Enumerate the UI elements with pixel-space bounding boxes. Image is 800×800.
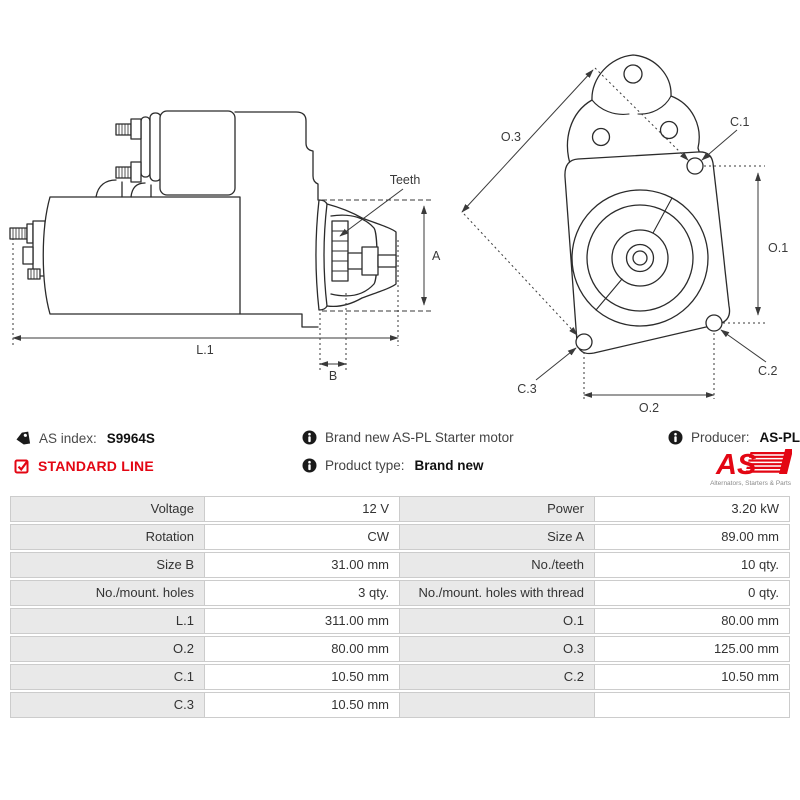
table-row bbox=[10, 496, 790, 522]
spec-label: O.1 bbox=[400, 608, 595, 634]
producer-value: AS-PL bbox=[759, 430, 800, 445]
spec-value: 10.50 mm bbox=[205, 692, 400, 718]
side-view-drawing bbox=[10, 111, 396, 327]
label-l1: L.1 bbox=[196, 343, 214, 357]
info-icon bbox=[302, 458, 317, 473]
label-c1: C.1 bbox=[730, 115, 750, 129]
product-type-row bbox=[302, 458, 484, 473]
table-row bbox=[10, 636, 790, 662]
logo-text: AS bbox=[716, 449, 757, 481]
label-o1: O.1 bbox=[768, 241, 789, 255]
spec-value: CW bbox=[205, 524, 400, 550]
table-row bbox=[10, 580, 790, 606]
as-index-value: S9964S bbox=[106, 431, 155, 446]
standard-line-badge: STANDARD LINE bbox=[38, 458, 154, 474]
spec-value: 311.00 mm bbox=[205, 608, 400, 634]
table-row bbox=[10, 608, 790, 634]
label-c2: C.2 bbox=[758, 364, 778, 378]
logo-tagline: Alternators, Starters & Parts bbox=[710, 480, 791, 487]
spec-value bbox=[595, 692, 790, 718]
spec-label: O.3 bbox=[400, 636, 595, 662]
spec-value: 10.50 mm bbox=[595, 664, 790, 690]
spec-value: 10 qty. bbox=[595, 552, 790, 578]
as-index-label: AS index: bbox=[39, 431, 97, 446]
checkbox-checked-icon bbox=[14, 458, 30, 474]
spec-value: 0 qty. bbox=[595, 580, 790, 606]
table-row bbox=[10, 692, 790, 718]
spec-value: 3.20 kW bbox=[595, 496, 790, 522]
product-line-row bbox=[14, 458, 154, 474]
spec-table bbox=[10, 494, 790, 720]
spec-label: C.1 bbox=[10, 664, 205, 690]
spec-label: Rotation bbox=[10, 524, 205, 550]
front-view-drawing bbox=[565, 55, 730, 354]
spec-label: C.3 bbox=[10, 692, 205, 718]
label-b: B bbox=[328, 369, 338, 383]
table-row bbox=[10, 524, 790, 550]
spec-label: No./mount. holes bbox=[10, 580, 205, 606]
spec-label: Power bbox=[400, 496, 595, 522]
spec-value: 31.00 mm bbox=[205, 552, 400, 578]
label-c3: C.3 bbox=[517, 382, 537, 396]
spec-label: Voltage bbox=[10, 496, 205, 522]
spec-label: No./mount. holes with thread bbox=[400, 580, 595, 606]
description-row bbox=[302, 430, 514, 445]
label-teeth: Teeth bbox=[389, 173, 421, 187]
as-pl-logo bbox=[698, 446, 792, 495]
info-icon bbox=[302, 430, 317, 445]
spec-label: C.2 bbox=[400, 664, 595, 690]
spec-label: Size B bbox=[10, 552, 205, 578]
product-type-value: Brand new bbox=[414, 458, 484, 473]
spec-value: 10.50 mm bbox=[205, 664, 400, 690]
label-a: A bbox=[432, 249, 441, 263]
table-row bbox=[10, 664, 790, 690]
producer-row bbox=[668, 430, 800, 445]
spec-value: 3 qty. bbox=[205, 580, 400, 606]
spec-value: 125.00 mm bbox=[595, 636, 790, 662]
spec-label bbox=[400, 692, 595, 718]
spec-label: L.1 bbox=[10, 608, 205, 634]
spec-label: O.2 bbox=[10, 636, 205, 662]
producer-label: Producer: bbox=[691, 430, 750, 445]
spec-value: 89.00 mm bbox=[595, 524, 790, 550]
product-description: Brand new AS-PL Starter motor bbox=[325, 430, 514, 445]
table-row bbox=[10, 552, 790, 578]
as-index-row bbox=[14, 430, 155, 447]
spec-value: 80.00 mm bbox=[205, 636, 400, 662]
tags-icon bbox=[14, 430, 31, 447]
spec-label: No./teeth bbox=[400, 552, 595, 578]
spec-value: 12 V bbox=[205, 496, 400, 522]
spec-label: Size A bbox=[400, 524, 595, 550]
label-o3: O.3 bbox=[500, 130, 521, 144]
label-o2: O.2 bbox=[638, 401, 660, 415]
spec-value: 80.00 mm bbox=[595, 608, 790, 634]
product-type-label: Product type: bbox=[325, 458, 405, 473]
info-icon bbox=[668, 430, 683, 445]
